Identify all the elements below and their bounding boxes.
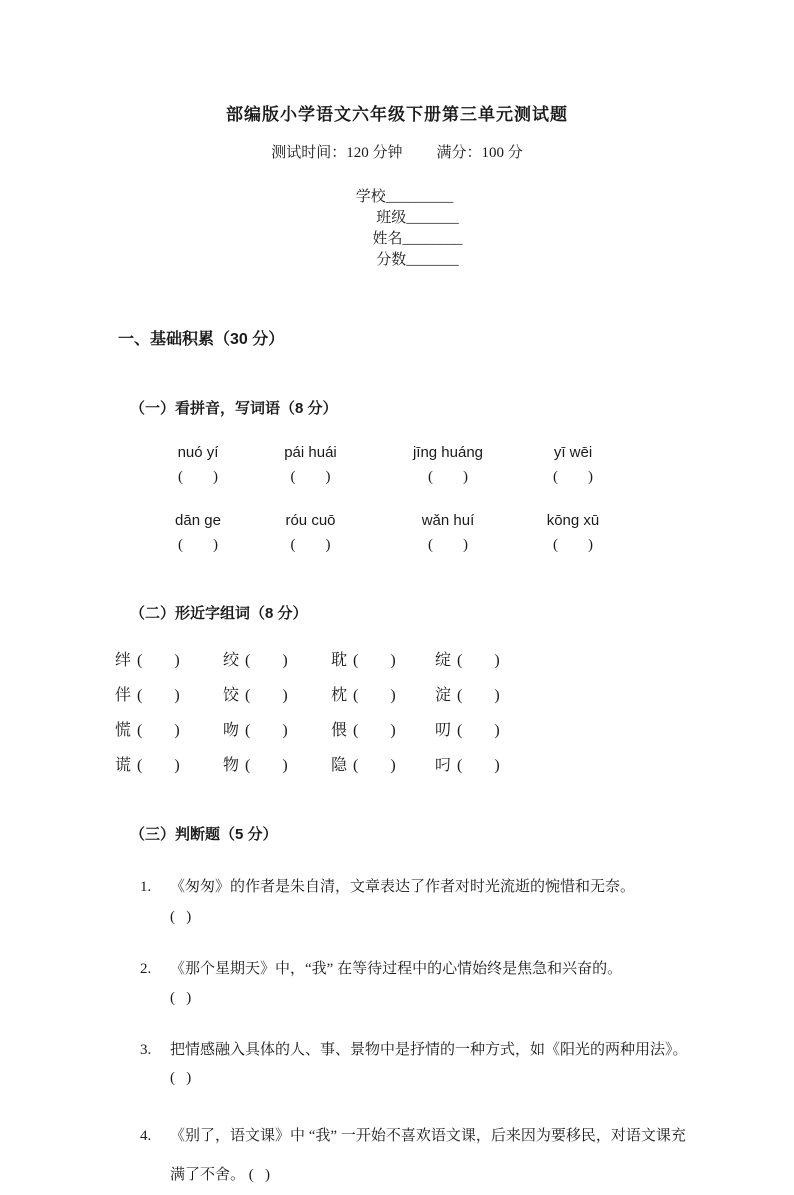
pinyin-word: wǎn huí bbox=[421, 512, 475, 529]
answer-brackets: ( ) bbox=[137, 757, 180, 774]
name-label: 姓名 bbox=[372, 231, 403, 247]
page-title: 部编版小学语文六年级下册第三单元测试题 bbox=[226, 105, 568, 124]
item-number: 1. bbox=[140, 879, 152, 895]
pinyin-word: kōng xū bbox=[546, 512, 600, 529]
answer-brackets: ( ) bbox=[353, 687, 396, 704]
pinyin-word: róu cuō bbox=[285, 512, 336, 529]
class-field bbox=[376, 206, 459, 227]
hanzi-char: 枕 bbox=[331, 687, 348, 704]
pinyin-cell bbox=[248, 444, 373, 486]
hanzi-char: 叼 bbox=[435, 757, 452, 774]
pinyin-cell bbox=[148, 512, 248, 554]
word-row-3 bbox=[115, 717, 794, 740]
word-group bbox=[115, 717, 223, 740]
pinyin-cell bbox=[373, 512, 523, 554]
hanzi-char: 耽 bbox=[331, 652, 348, 669]
student-info-line bbox=[0, 168, 794, 286]
pinyin-exercise bbox=[148, 444, 794, 554]
answer-brackets: ( ) bbox=[178, 469, 218, 485]
judge-item-4 bbox=[140, 1117, 692, 1195]
word-group bbox=[435, 752, 539, 775]
answer-brackets: ( ) bbox=[290, 469, 331, 485]
word-group bbox=[115, 682, 223, 705]
answer-brackets: ( ) bbox=[248, 1166, 271, 1183]
pinyin-cell bbox=[523, 512, 623, 554]
hanzi-char: 隐 bbox=[331, 757, 348, 774]
pinyin-cell bbox=[523, 444, 623, 486]
answer-brackets: ( ) bbox=[457, 722, 500, 739]
word-group bbox=[435, 647, 539, 670]
full-score-label: 满分：100 分 bbox=[436, 145, 523, 161]
word-group bbox=[115, 647, 223, 670]
school-field bbox=[356, 185, 454, 206]
class-label: 班级 bbox=[376, 210, 407, 226]
school-label: 学校 bbox=[355, 189, 386, 205]
answer-brackets: ( ) bbox=[290, 537, 331, 553]
word-group bbox=[331, 752, 435, 775]
answer-brackets: ( ) bbox=[178, 537, 218, 553]
judge-item-3 bbox=[140, 1037, 696, 1093]
answer-brackets: ( ) bbox=[245, 757, 288, 774]
answer-brackets: ( ) bbox=[457, 757, 500, 774]
word-group bbox=[223, 682, 331, 705]
item-body bbox=[170, 956, 692, 1014]
item-number: 3. bbox=[140, 1042, 152, 1058]
word-group bbox=[223, 717, 331, 740]
pinyin-word: jīng huáng bbox=[412, 444, 484, 461]
word-group bbox=[331, 647, 435, 670]
pinyin-section-heading: （一）看拼音，写词语（8 分） bbox=[130, 400, 338, 417]
hanzi-char: 伴 bbox=[115, 687, 132, 704]
score-field bbox=[376, 248, 459, 269]
answer-brackets: ( ) bbox=[137, 652, 180, 669]
pinyin-word: yī wēi bbox=[553, 444, 593, 461]
judge-item-2 bbox=[140, 956, 692, 1014]
item-text: 《别了，语文课》中 “我” 一开始不喜欢语文课，后来因为要移民，对语文课充满了不舍。 bbox=[170, 1127, 686, 1183]
answer-brackets: ( ) bbox=[170, 990, 192, 1007]
pinyin-word: nuó yí bbox=[177, 444, 219, 461]
school-blank: _________ bbox=[385, 189, 454, 205]
answer-brackets: ( ) bbox=[553, 537, 593, 553]
word-group bbox=[331, 717, 435, 740]
judge-section-heading: （三）判断题（5 分） bbox=[130, 826, 278, 843]
hanzi-char: 饺 bbox=[223, 687, 240, 704]
score-blank: _______ bbox=[406, 252, 459, 268]
answer-brackets: ( ) bbox=[137, 687, 180, 704]
section-1-heading: 一、基础积累（30 分） bbox=[118, 331, 285, 348]
word-group bbox=[115, 752, 223, 775]
pinyin-word: pái huái bbox=[284, 444, 337, 461]
word-row-1 bbox=[115, 647, 794, 670]
answer-brackets: ( ) bbox=[353, 722, 396, 739]
word-formation-exercise bbox=[115, 647, 794, 775]
pinyin-cell bbox=[148, 444, 248, 486]
hanzi-char: 绊 bbox=[115, 652, 132, 669]
pinyin-cell bbox=[248, 512, 373, 554]
hanzi-char: 偎 bbox=[331, 722, 348, 739]
hanzi-char: 物 bbox=[223, 757, 240, 774]
pinyin-cell bbox=[373, 444, 523, 486]
pinyin-word: dān ge bbox=[175, 512, 221, 529]
class-blank: _______ bbox=[406, 210, 459, 226]
answer-brackets: ( ) bbox=[428, 537, 468, 553]
word-group bbox=[223, 752, 331, 775]
answer-brackets: ( ) bbox=[353, 757, 396, 774]
answer-brackets: ( ) bbox=[170, 908, 192, 925]
answer-brackets: ( ) bbox=[428, 469, 468, 485]
answer-brackets: ( ) bbox=[457, 687, 500, 704]
name-field bbox=[372, 227, 462, 248]
score-label: 分数 bbox=[376, 252, 407, 268]
hanzi-char: 吻 bbox=[223, 722, 240, 739]
hanzi-char: 叨 bbox=[435, 722, 452, 739]
word-group bbox=[435, 717, 539, 740]
item-text: 把情感融入具体的人、事、景物中是抒情的一种方式，如《阳光的两种用法》。 bbox=[170, 1042, 696, 1058]
item-body bbox=[170, 1037, 696, 1093]
hanzi-char: 绞 bbox=[223, 652, 240, 669]
answer-brackets: ( ) bbox=[553, 469, 593, 485]
hanzi-char: 谎 bbox=[115, 757, 132, 774]
answer-brackets: ( ) bbox=[137, 722, 180, 739]
item-text: 《那个星期天》中，“我” 在等待过程中的心情始终是焦急和兴奋的。 bbox=[170, 960, 623, 977]
pinyin-row-2 bbox=[148, 512, 794, 554]
word-group bbox=[223, 647, 331, 670]
meta-line bbox=[0, 141, 794, 162]
answer-brackets: ( ) bbox=[457, 652, 500, 669]
word-group bbox=[331, 682, 435, 705]
item-body bbox=[170, 1117, 692, 1195]
pinyin-row-1 bbox=[148, 444, 794, 486]
hanzi-char: 绽 bbox=[435, 652, 452, 669]
item-body bbox=[170, 874, 692, 932]
word-row-2 bbox=[115, 682, 794, 705]
judge-item-1 bbox=[140, 874, 692, 932]
item-text: 《匆匆》的作者是朱自清，文章表达了作者对时光流逝的惋惜和无奈。 bbox=[170, 879, 636, 895]
answer-brackets: ( ) bbox=[353, 652, 396, 669]
word-row-4 bbox=[115, 752, 794, 775]
word-section-heading: （二）形近字组词（8 分） bbox=[130, 605, 308, 622]
answer-brackets: ( ) bbox=[245, 652, 288, 669]
word-group bbox=[435, 682, 539, 705]
answer-brackets: ( ) bbox=[245, 722, 288, 739]
hanzi-char: 慌 bbox=[115, 722, 132, 739]
item-number: 2. bbox=[140, 960, 152, 977]
name-blank: ________ bbox=[402, 231, 463, 247]
item-number: 4. bbox=[140, 1127, 152, 1144]
hanzi-char: 淀 bbox=[435, 687, 452, 704]
answer-brackets: ( ) bbox=[245, 687, 288, 704]
judgment-questions bbox=[140, 874, 696, 1195]
test-time-label: 测试时间：120 分钟 bbox=[271, 145, 403, 161]
answer-brackets: ( ) bbox=[170, 1069, 192, 1086]
